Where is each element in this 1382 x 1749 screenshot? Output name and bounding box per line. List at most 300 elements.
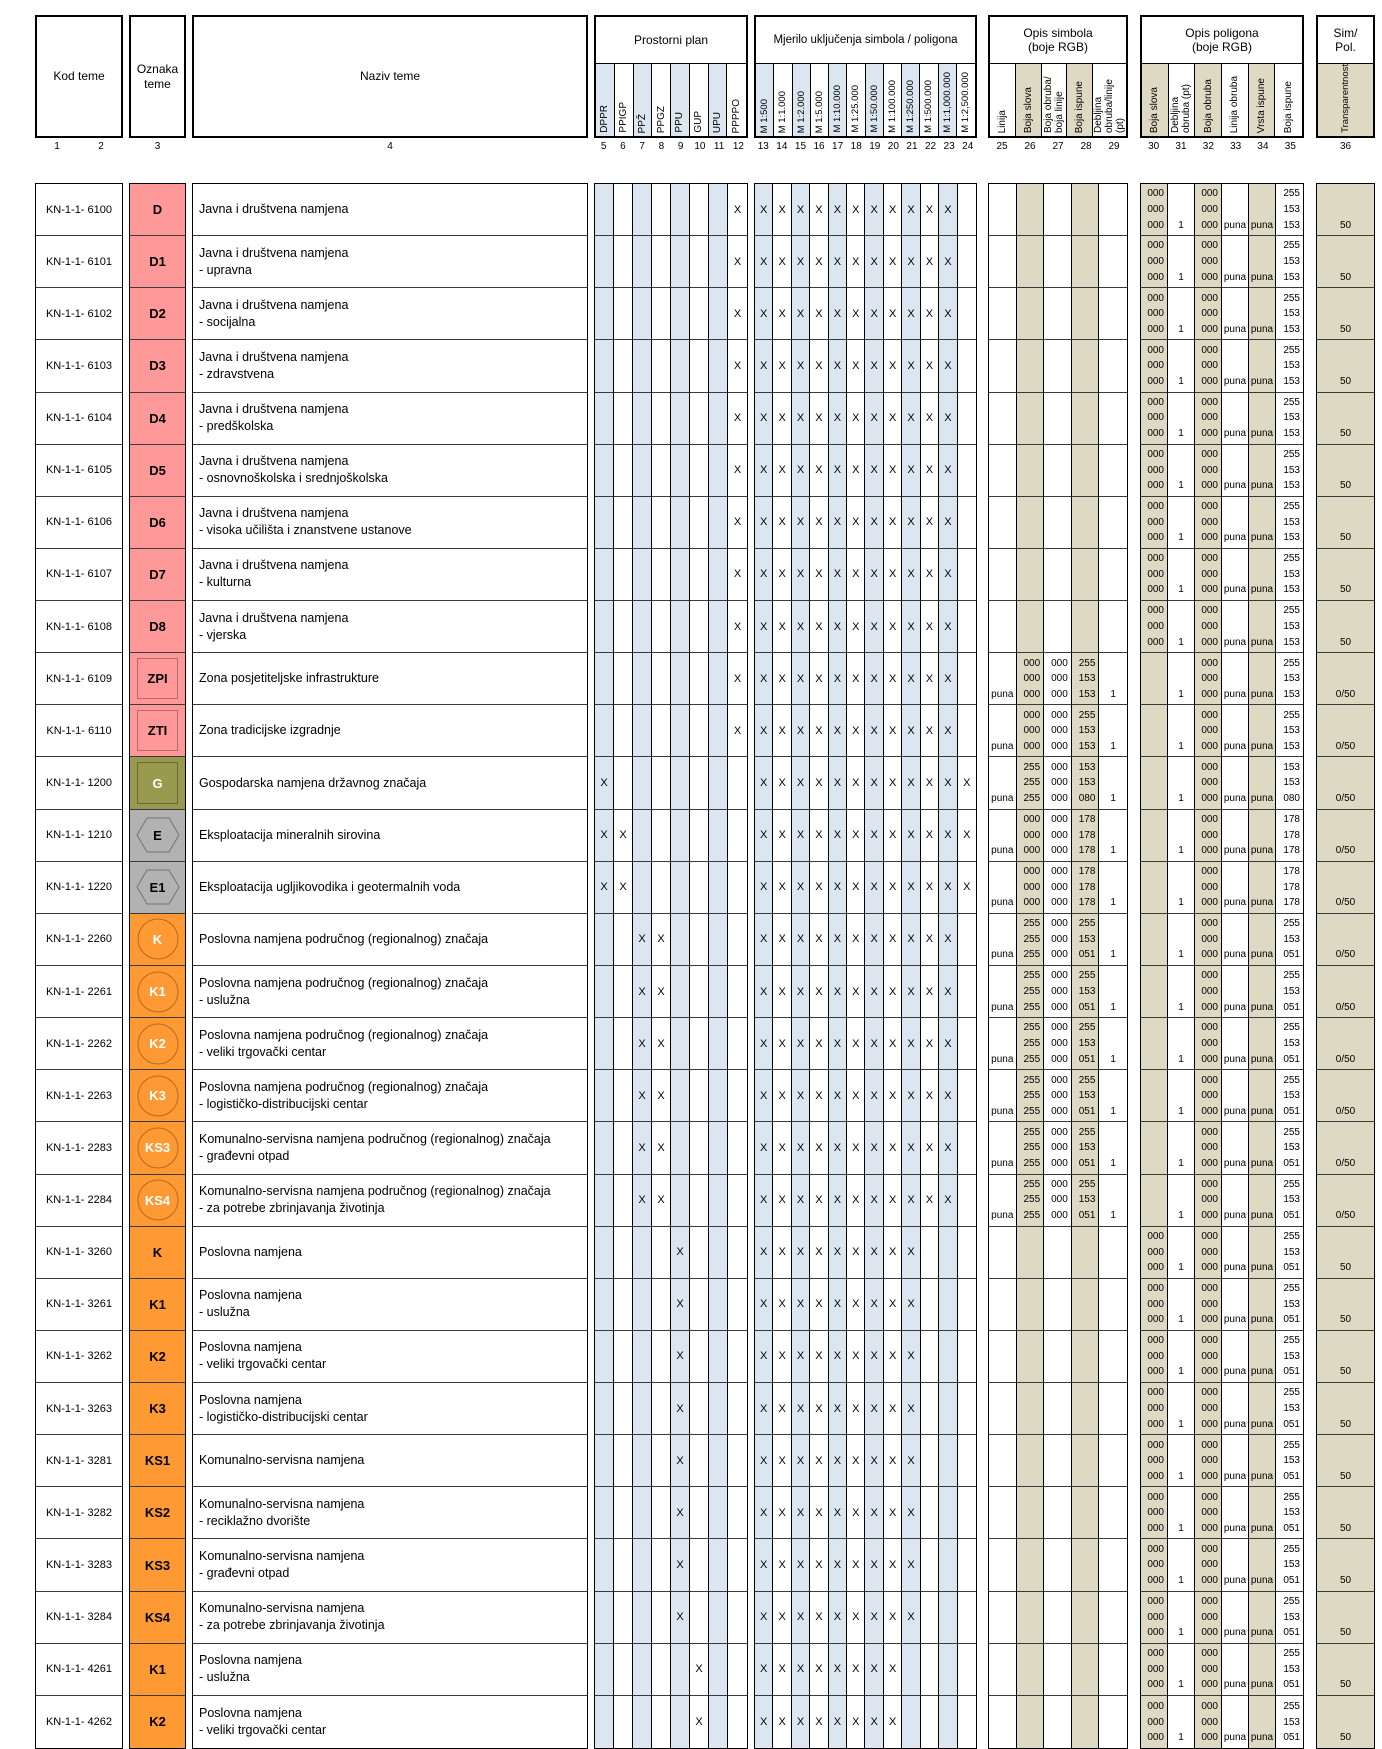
poligona-boja-ispune-cell-value: 153 [1283,1455,1300,1467]
mjerilo-x-cell [902,1331,920,1383]
plan-x-cell [690,497,709,549]
x-mark: X [778,568,786,581]
naziv-line: Javna i društvena namjena [199,349,349,364]
simbola-linija-cell-value: puna [991,897,1014,909]
x-mark: X [833,412,842,425]
mjerilo-x-cell [792,1539,810,1591]
naziv-cell [193,1383,587,1435]
mjerilo-x-cell [847,1435,865,1487]
plan-x-cell [690,1175,709,1227]
mjerilo-x-cell [847,288,865,340]
mjerilo-x-cell [902,1696,920,1748]
poligona-vrsta-ispune-cell [1249,549,1276,601]
poligona-boja-ispune-cell-value: 153 [1283,516,1300,528]
x-mark: X [925,1037,934,1050]
x-mark: X [944,516,952,529]
x-mark: X [870,1350,878,1363]
poligona-boja-ispune-cell [1276,914,1303,966]
theme-badge-label: KS1 [144,1453,171,1469]
poligona-boja-obruba-cell [1195,236,1222,288]
poligona-debljina-obruba-cell-value: 1 [1178,1053,1184,1065]
poligona-boja-obruba-cell-value: 000 [1201,673,1218,685]
plan-x-cell [595,1175,614,1227]
simbola-boja-obruba-cell [1044,288,1072,340]
data-kod-teme [35,183,123,1749]
mjerilo-col-header-label: M 1:5.000 [813,90,825,133]
kod-cell: KN-1-1- 2261 [36,966,122,1018]
simbola-linija-cell [989,288,1017,340]
simbola-boja-obruba-cell-value: 000 [1051,933,1068,945]
plan-x-cell [728,1487,747,1539]
poligona-boja-ispune-cell-value: 153 [1283,761,1300,773]
kod-cell: KN-1-1- 2263 [36,1070,122,1122]
poligona-boja-slova-cell-value: 000 [1147,1507,1164,1519]
x-mark: X [852,516,860,529]
mjerilo-x-cell [902,1018,920,1070]
simbola-boja-ispune-cell-value: 153 [1078,933,1096,945]
plan-x-cell [690,966,709,1018]
mjerilo-x-cell [902,1644,920,1696]
simbola-linija-cell [989,445,1017,497]
simbola-linija-cell [989,966,1017,1018]
theme-badge [130,1018,185,1070]
mjerilo-x-cell [939,705,957,757]
mjerilo-x-cell [921,1383,939,1435]
poligona-vrsta-ispune-cell [1249,1644,1276,1696]
poligona-boja-ispune-cell [1276,549,1303,601]
simbola-linija-cell [989,497,1017,549]
mjerilo-x-cell [939,653,957,705]
poligona-boja-ispune-cell [1276,810,1303,862]
mjerilo-x-cell [939,236,957,288]
poligona-boja-ispune-cell-value: 153 [1283,740,1300,752]
plan-x-cell [709,236,728,288]
poligona-boja-obruba-cell-value: 000 [1201,777,1218,789]
poligona-boja-slova-cell-value: 000 [1147,1732,1164,1744]
poligona-boja-ispune-cell-value: 255 [1283,240,1300,252]
header-kod-teme-label: Kod teme [53,69,105,83]
group-title-opis-poligona: Opis poligona (boje RGB) [1142,17,1302,64]
poligona-boja-slova-cell [1141,340,1168,392]
x-mark: X [907,1402,915,1415]
mjerilo-x-cell [865,1227,883,1279]
x-mark: X [888,985,897,998]
poligona-vrsta-ispune-cell-value: puna [1250,428,1274,440]
mjerilo-x-cell [902,1487,920,1539]
mjerilo-x-cell [902,1539,920,1591]
theme-badge-label: ZPI [147,671,168,687]
poligona-boja-ispune-cell-value: 255 [1283,1283,1300,1295]
poligona-col-header-label: Boja ispune [1283,80,1295,133]
poligona-boja-obruba-cell [1195,445,1222,497]
transparentnost-cell-value: 50 [1339,1522,1352,1534]
poligona-linija-obruba-cell-value: puna [1223,1575,1247,1586]
mjerilo-x-cell [865,705,883,757]
x-mark: X [907,985,915,998]
poligona-boja-slova-cell-value: 000 [1147,1231,1164,1243]
plan-x-cell [652,966,671,1018]
poligona-debljina-obruba-cell-value: 1 [1178,949,1184,961]
mjerilo-x-cell [773,1383,791,1435]
x-mark: X [907,307,915,320]
poligona-linija-obruba-cell [1222,288,1249,340]
simbola-debljina-cell [1099,1435,1127,1487]
mjerilo-x-cell [829,549,847,601]
x-mark: X [870,1506,878,1519]
mjerilo-x-cell [755,1070,773,1122]
simbola-col-header-label: Linija [996,109,1008,133]
poligona-boja-obruba-cell-value: 000 [1201,532,1218,544]
plan-x-cell [709,1539,728,1591]
kod-cell: KN-1-1- 2260 [36,914,122,966]
simbola-boja-slova-cell [1017,1227,1045,1279]
plan-x-cell [690,653,709,705]
poligona-boja-ispune-cell-value: 051 [1283,1522,1300,1534]
x-mark: X [852,881,860,894]
plan-x-cell [709,705,728,757]
simbola-debljina-cell [1099,340,1127,392]
x-mark: X [796,412,805,425]
mjerilo-col-header [957,64,975,136]
x-mark: X [815,1037,823,1050]
plan-x-cell [614,549,633,601]
poligona-boja-ispune-cell-value: 051 [1283,1627,1300,1639]
simbola-debljina-cell [1099,1592,1127,1644]
poligona-col-header-label: Debljina obruba (pt) [1170,84,1193,133]
mjerilo-x-cell [921,1487,939,1539]
simbola-col-header [990,64,1016,136]
transparentnost-cell-value: 50 [1339,1627,1352,1639]
plan-x-cell [614,1644,633,1696]
transparentnost-cell-value: 0/50 [1335,1053,1356,1065]
poligona-boja-obruba-cell-value: 000 [1201,725,1218,737]
plan-x-cell [595,810,614,862]
mjerilo-x-cell [884,236,902,288]
plan-x-cell [728,1383,747,1435]
simbola-boja-slova-cell-value: 255 [1023,777,1041,789]
simbola-boja-ispune-cell [1072,966,1100,1018]
x-mark: X [852,933,860,946]
poligona-boja-slova-cell [1141,862,1168,914]
poligona-col-header-label: Boja slova [1149,86,1161,133]
poligona-vrsta-ispune-cell [1249,966,1276,1018]
simbola-boja-obruba-cell-value: 000 [1051,1001,1068,1013]
simbola-debljina-cell [1099,1487,1127,1539]
poligona-debljina-obruba-cell-value: 1 [1178,1470,1184,1482]
mjerilo-x-cell [958,236,976,288]
simbola-boja-slova-cell [1017,549,1045,601]
plan-x-cell [671,1696,690,1748]
poligona-boja-ispune-cell [1276,862,1303,914]
poligona-boja-ispune-cell [1276,1592,1303,1644]
mjerilo-x-cell [792,445,810,497]
x-mark: X [907,777,915,790]
x-mark: X [833,359,842,372]
plan-x-cell [728,1331,747,1383]
column-number: 1 [54,141,60,152]
x-mark: X [778,412,786,425]
poligona-boja-ispune-cell-value: 178 [1283,866,1300,878]
mjerilo-col-header [793,64,811,136]
simbola-debljina-cell [1099,184,1127,236]
mjerilo-x-cell [865,1018,883,1070]
poligona-boja-ispune-cell-value: 255 [1283,1543,1300,1555]
poligona-boja-obruba-cell-value: 000 [1201,1611,1218,1623]
poligona-debljina-obruba-cell-value: 1 [1178,793,1184,804]
simbola-debljina-cell-value: 1 [1110,1053,1116,1065]
poligona-boja-obruba-cell-value: 000 [1201,829,1218,841]
poligona-boja-ispune-cell-value: 255 [1283,344,1300,356]
mjerilo-x-cell [810,601,828,653]
simbola-boja-obruba-cell [1044,1122,1072,1174]
x-mark: X [925,255,934,268]
x-mark: X [852,255,860,268]
plan-x-cell [614,1018,633,1070]
mjerilo-x-cell [792,288,810,340]
x-mark: X [760,620,768,633]
x-mark: X [852,1663,860,1676]
header-oznaka-teme [129,15,186,138]
poligona-boja-ispune-cell [1276,1070,1303,1122]
data-transparentnost [1316,183,1375,1749]
poligona-boja-obruba-cell-value: 000 [1201,1439,1218,1451]
mjerilo-x-cell [939,288,957,340]
theme-badge-label: D6 [149,514,166,530]
plan-x-cell [633,288,652,340]
naziv-line: Komunalno-servisna namjena [199,1549,365,1564]
x-mark: X [600,829,608,842]
poligona-boja-ispune-cell-value: 153 [1283,464,1300,476]
mjerilo-col-header-label: M 1:250.000 [905,80,917,133]
kod-cell: KN-1-1- 3284 [36,1592,122,1644]
mjerilo-x-cell [958,1696,976,1748]
plan-x-cell [671,914,690,966]
mjerilo-x-cell [921,601,939,653]
simbola-linija-cell [989,914,1017,966]
transparentnost-cell [1317,236,1374,288]
simbola-debljina-cell [1099,1279,1127,1331]
x-mark: X [796,203,805,216]
poligona-debljina-obruba-cell-value: 1 [1178,1001,1184,1013]
simbola-boja-ispune-cell-value: 255 [1078,1178,1096,1190]
x-mark: X [888,1402,897,1415]
poligona-debljina-obruba-cell [1168,601,1195,653]
naziv-line: Zona posjetiteljske infrastrukture [199,671,379,686]
x-mark: X [760,1089,768,1102]
x-mark: X [833,1350,842,1363]
mjerilo-x-cell [865,810,883,862]
mjerilo-x-cell [829,1018,847,1070]
poligona-vrsta-ispune-cell [1249,862,1276,914]
mjerilo-x-cell [865,1487,883,1539]
plan-x-cell [614,1175,633,1227]
mjerilo-x-cell [902,497,920,549]
plan-x-cell [671,601,690,653]
simbola-boja-obruba-cell [1044,1227,1072,1279]
mjerilo-x-cell [921,1592,939,1644]
x-mark: X [870,777,878,790]
naziv-cell [193,1122,587,1174]
mjerilo-col-header [884,64,902,136]
x-mark: X [888,881,897,894]
poligona-boja-ispune-cell-value: 051 [1283,1210,1300,1222]
simbola-boja-slova-cell [1017,288,1045,340]
simbola-boja-obruba-cell [1044,653,1072,705]
poligona-linija-obruba-cell-value: puna [1223,1366,1247,1378]
mjerilo-x-cell [847,1539,865,1591]
plan-x-cell [633,1018,652,1070]
x-mark: X [760,359,768,372]
theme-badge [130,810,185,862]
poligona-vrsta-ispune-cell-value: puna [1250,1053,1274,1065]
simbola-boja-ispune-cell [1072,1070,1100,1122]
simbola-boja-obruba-cell [1044,445,1072,497]
mjerilo-x-cell [755,862,773,914]
poligona-boja-slova-cell-value: 000 [1147,1418,1164,1430]
x-mark: X [833,1559,842,1572]
mjerilo-x-cell [773,1696,791,1748]
poligona-boja-slova-cell [1141,757,1168,809]
transparentnost-cell-value: 50 [1339,219,1352,231]
poligona-boja-obruba-cell-value: 000 [1201,918,1218,930]
mjerilo-x-cell [792,1383,810,1435]
theme-badge-label: D1 [149,254,166,270]
mjerilo-x-cell [884,549,902,601]
poligona-boja-slova-cell-value: 000 [1147,1627,1164,1639]
poligona-debljina-obruba-cell-value: 1 [1178,271,1184,283]
x-mark: X [796,881,805,894]
simbola-linija-cell-value: puna [991,1001,1014,1013]
mjerilo-x-cell [939,1070,957,1122]
plan-x-cell [595,914,614,966]
x-mark: X [796,1037,805,1050]
naziv-cell [193,757,587,809]
mjerilo-x-cell [792,184,810,236]
simbola-boja-slova-cell [1017,1331,1045,1383]
poligona-boja-slova-cell [1141,1018,1168,1070]
poligona-boja-obruba-cell-value: 000 [1201,657,1218,669]
poligona-boja-obruba-cell-value: 000 [1201,360,1218,372]
plan-x-cell [728,1279,747,1331]
mjerilo-x-cell [773,497,791,549]
poligona-boja-ispune-cell [1276,1539,1303,1591]
naziv-cell [193,1279,587,1331]
x-mark: X [796,724,805,737]
plan-x-cell [690,1331,709,1383]
poligona-boja-ispune-cell-value: 153 [1283,1142,1300,1154]
plan-x-cell [652,810,671,862]
plan-x-cell [671,1644,690,1696]
column-number: 31 [1175,141,1187,152]
column-number: 10 [694,141,706,152]
x-mark: X [778,516,786,529]
mjerilo-x-cell [810,497,828,549]
mjerilo-x-cell [755,1122,773,1174]
mjerilo-x-cell [829,914,847,966]
simbola-col-header-label: Boja slova [1022,86,1034,133]
kod-cell: KN-1-1- 2262 [36,1018,122,1070]
simbola-boja-obruba-cell-value: 000 [1051,970,1068,982]
theme-badge [130,1331,185,1383]
plan-x-cell [690,1435,709,1487]
column-number: 19 [869,141,881,152]
x-mark: X [796,568,805,581]
x-mark: X [796,255,805,268]
simbola-debljina-cell [1099,810,1127,862]
plan-x-cell [595,1331,614,1383]
mjerilo-x-cell [829,653,847,705]
column-numbers-kod [35,141,123,156]
poligona-boja-obruba-cell-value: 000 [1201,1194,1218,1206]
poligona-boja-ispune-cell-value: 051 [1283,1314,1300,1326]
x-mark: X [888,1246,897,1259]
poligona-debljina-obruba-cell-value: 1 [1178,480,1184,492]
poligona-boja-ispune-cell-value: 178 [1283,881,1300,893]
mjerilo-x-cell [958,1539,976,1591]
mjerilo-x-cell [921,1331,939,1383]
simbola-linija-cell [989,1227,1017,1279]
poligona-boja-slova-cell-value: 000 [1147,1262,1164,1274]
mjerilo-x-cell [939,810,957,862]
header-naziv-teme-label: Naziv teme [359,69,421,83]
poligona-linija-obruba-cell [1222,1696,1249,1748]
transparentnost-cell-value: 50 [1339,636,1352,648]
theme-badge [130,497,185,549]
kod-cell: KN-1-1- 3263 [36,1383,122,1435]
theme-badge [130,1070,185,1122]
naziv-line: - osnovnoškolska i srednjoškolska [199,471,388,486]
x-mark: X [888,777,897,790]
x-mark: X [815,985,823,998]
poligona-linija-obruba-cell-value: puna [1223,271,1247,283]
poligona-linija-obruba-cell [1222,445,1249,497]
naziv-line: - predškolska [199,419,274,434]
mjerilo-x-cell [921,1539,939,1591]
simbola-boja-slova-cell [1017,184,1045,236]
transparentnost-cell [1317,1592,1374,1644]
x-mark: X [907,1089,915,1102]
simbola-linija-cell [989,601,1017,653]
poligona-boja-obruba-cell-value: 000 [1201,1038,1218,1050]
kod-cell: KN-1-1- 6106 [36,497,122,549]
plan-x-cell [690,810,709,862]
simbola-boja-slova-cell-value: 255 [1023,1126,1041,1138]
mjerilo-x-cell [792,1122,810,1174]
plan-x-cell [595,757,614,809]
poligona-vrsta-ispune-cell-value: puna [1250,949,1274,961]
poligona-boja-ispune-cell-value: 255 [1283,1701,1300,1713]
transparentnost-cell [1317,1227,1374,1279]
simbola-boja-obruba-cell [1044,757,1072,809]
plan-x-cell [690,1383,709,1435]
theme-badge [130,1279,185,1331]
plan-x-cell [633,1070,652,1122]
poligona-boja-ispune-cell-value: 153 [1283,219,1300,231]
x-mark: X [796,516,805,529]
poligona-vrsta-ispune-cell [1249,601,1276,653]
x-mark: X [907,1246,915,1259]
x-mark: X [907,1611,915,1624]
plan-x-cell [671,340,690,392]
naziv-cell [193,1644,587,1696]
poligona-boja-obruba-cell-value: 000 [1201,1387,1218,1399]
plan-x-cell [652,393,671,445]
transparentnost-cell-value: 50 [1339,1470,1352,1482]
transparentnost-cell-value: 0/50 [1335,845,1356,857]
mjerilo-x-cell [829,1122,847,1174]
column-number: 30 [1148,141,1160,152]
mjerilo-x-cell [810,236,828,288]
